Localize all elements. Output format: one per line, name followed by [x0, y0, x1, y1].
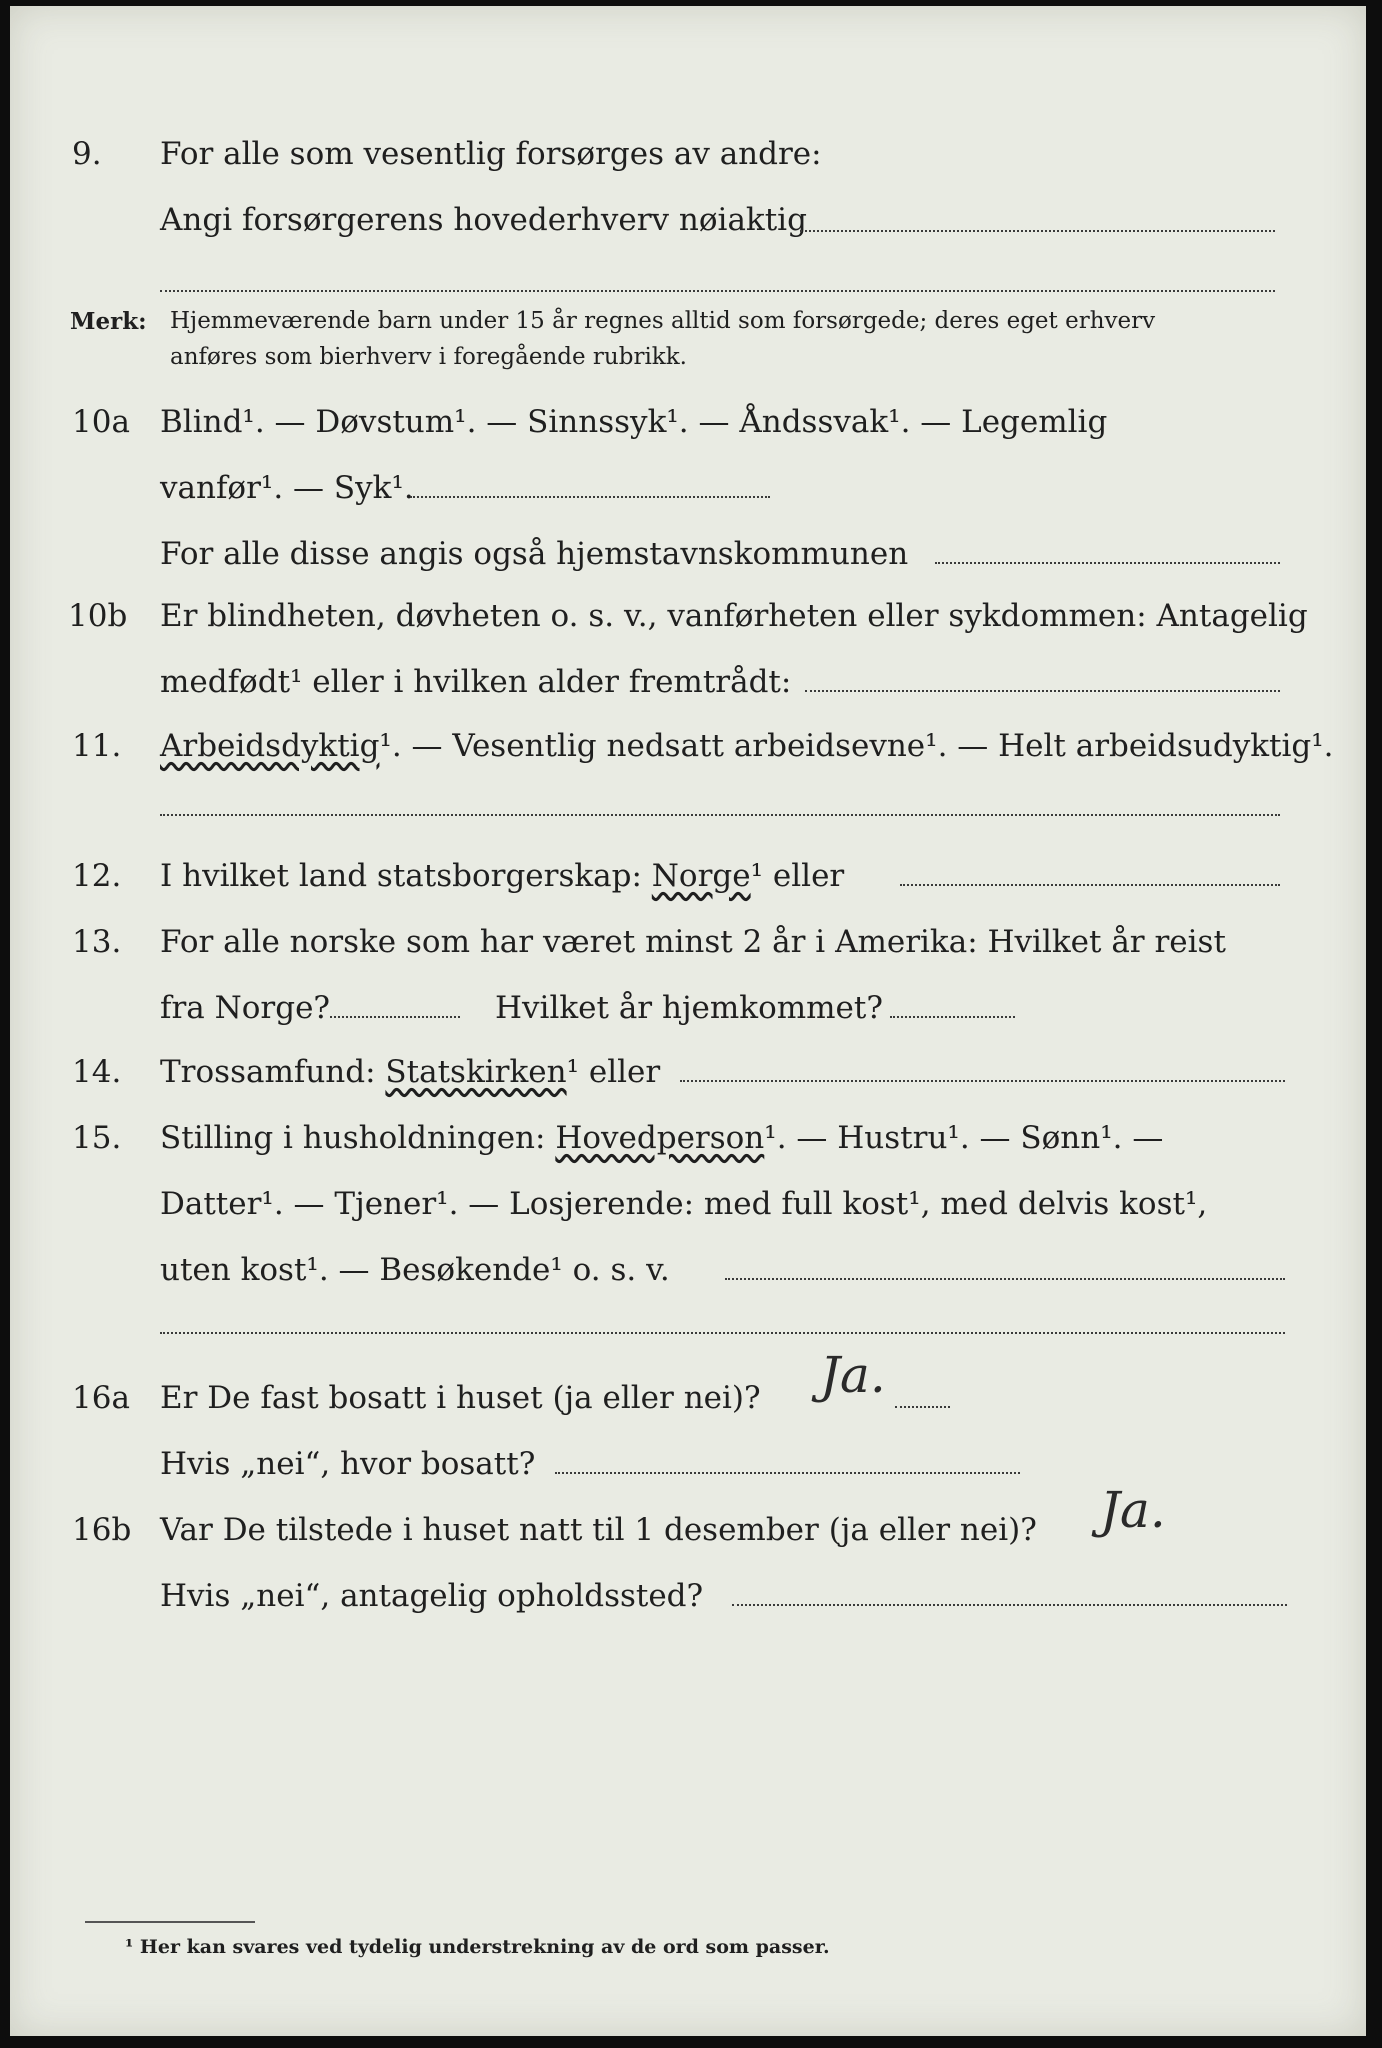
q10b-number: 10b	[68, 598, 128, 634]
q12-after: ¹ eller	[750, 858, 845, 894]
q11-underlined-answer: Arbeidsdyktig	[160, 728, 380, 764]
q16a-text1: Er De fast bosatt i huset (ja eller nei)?	[160, 1380, 761, 1416]
q10a-text1: Blind¹. — Døvstum¹. — Sinnssyk¹. — Åndssvak¹. — Legemlig	[160, 404, 1108, 440]
merk-text1: Hjemmeværende barn under 15 år regnes alltid som forsørgede; deres eget erhverv	[170, 308, 1156, 334]
q12-before: I hvilket land statsborgerskap:	[160, 858, 642, 894]
q14-before: Trossamfund:	[160, 1054, 376, 1090]
q11-number: 11.	[72, 728, 122, 764]
q16a-answer-line[interactable]	[895, 1406, 950, 1408]
q15-text1	[160, 1120, 1163, 1156]
q15-underlined-answer: Hovedperson	[555, 1120, 765, 1156]
q13-reist-line[interactable]	[330, 1016, 460, 1018]
q9-number: 9.	[72, 136, 102, 172]
q15-number: 15.	[72, 1120, 122, 1156]
q9-extra-line[interactable]	[160, 290, 1275, 292]
q16b-handwritten-answer: Ja.	[1100, 1481, 1166, 1539]
q10b-text1: Er blindheten, døvheten o. s. v., vanførheten eller sykdommen: Antagelig	[160, 598, 1308, 634]
q10a-number: 10a	[72, 404, 130, 440]
q10b-answer-line[interactable]	[805, 690, 1280, 692]
q12-underlined-answer: Norge	[651, 858, 751, 894]
q11-extra-line[interactable]	[160, 814, 1280, 816]
q16a-handwritten-answer: Ja.	[820, 1346, 886, 1404]
q16b-number: 16b	[72, 1512, 132, 1548]
q15-after: ¹. — Hustru¹. — Sønn¹. —	[764, 1120, 1164, 1156]
census-form-page	[10, 6, 1366, 2036]
q13-text1: For alle norske som har været minst 2 år i Amerika: Hvilket år reist	[160, 924, 1226, 960]
q16a-bosatt-line[interactable]	[555, 1472, 1020, 1474]
q16a-number: 16a	[72, 1380, 130, 1416]
q14-after: ¹ eller	[566, 1054, 661, 1090]
footnote-rule	[85, 1921, 255, 1923]
q10a-text3: For alle disse angis også hjemstavnskommunen	[160, 536, 909, 572]
merk-label: Merk:	[70, 308, 147, 335]
q10a-kommune-line[interactable]	[935, 562, 1280, 564]
q16b-opholdssted-line[interactable]	[732, 1604, 1287, 1606]
q12-answer-line[interactable]	[900, 884, 1280, 886]
q16b-text2: Hvis „nei“, antagelig opholdssted?	[160, 1578, 704, 1614]
q15-answer-line[interactable]	[725, 1278, 1285, 1280]
q12-number: 12.	[72, 858, 122, 894]
q13-text2b: Hvilket år hjemkommet?	[495, 990, 883, 1026]
q11-rest: ¹. — Vesentlig nedsatt arbeidsevne¹. — Helt arbeidsudyktig¹.	[379, 728, 1334, 764]
q14-number: 14.	[72, 1054, 122, 1090]
q9-answer-line[interactable]	[800, 230, 1275, 232]
q14-answer-line[interactable]	[680, 1080, 1285, 1082]
merk-note-line1	[70, 308, 1156, 335]
q14-underlined-answer: Statskirken	[385, 1054, 567, 1090]
q16b-text1: Var De tilstede i huset natt til 1 desember (ja eller nei)?	[160, 1512, 1037, 1548]
q9-text2: Angi forsørgerens hovederhverv nøiaktig	[160, 202, 807, 238]
q15-before: Stilling i husholdningen:	[160, 1120, 546, 1156]
q10b-text2: medfødt¹ eller i hvilken alder fremtrådt:	[160, 664, 792, 700]
merk-note-line2: anføres som bierhverv i foregående rubrikk.	[170, 344, 687, 370]
q15-extra-line[interactable]	[160, 1332, 1285, 1334]
q13-number: 13.	[72, 924, 122, 960]
q11-text	[160, 728, 1334, 764]
q10a-syk-line[interactable]	[410, 496, 770, 498]
q10a-text2: vanfør¹. — Syk¹.	[160, 470, 414, 506]
q16a-text2: Hvis „nei“, hvor bosatt?	[160, 1446, 536, 1482]
q13-text2a: fra Norge?	[160, 990, 331, 1026]
q9-text1: For alle som vesentlig forsørges av andre:	[160, 136, 822, 172]
q15-text2: Datter¹. — Tjener¹. — Losjerende: med full kost¹, med delvis kost¹,	[160, 1186, 1208, 1222]
q14-text	[160, 1054, 660, 1090]
q15-text3: uten kost¹. — Besøkende¹ o. s. v.	[160, 1252, 670, 1288]
footnote: ¹ Her kan svares ved tydelig understrekning av de ord som passer.	[125, 1936, 830, 1958]
q12-text	[160, 858, 844, 894]
q13-hjemkommet-line[interactable]	[890, 1016, 1015, 1018]
